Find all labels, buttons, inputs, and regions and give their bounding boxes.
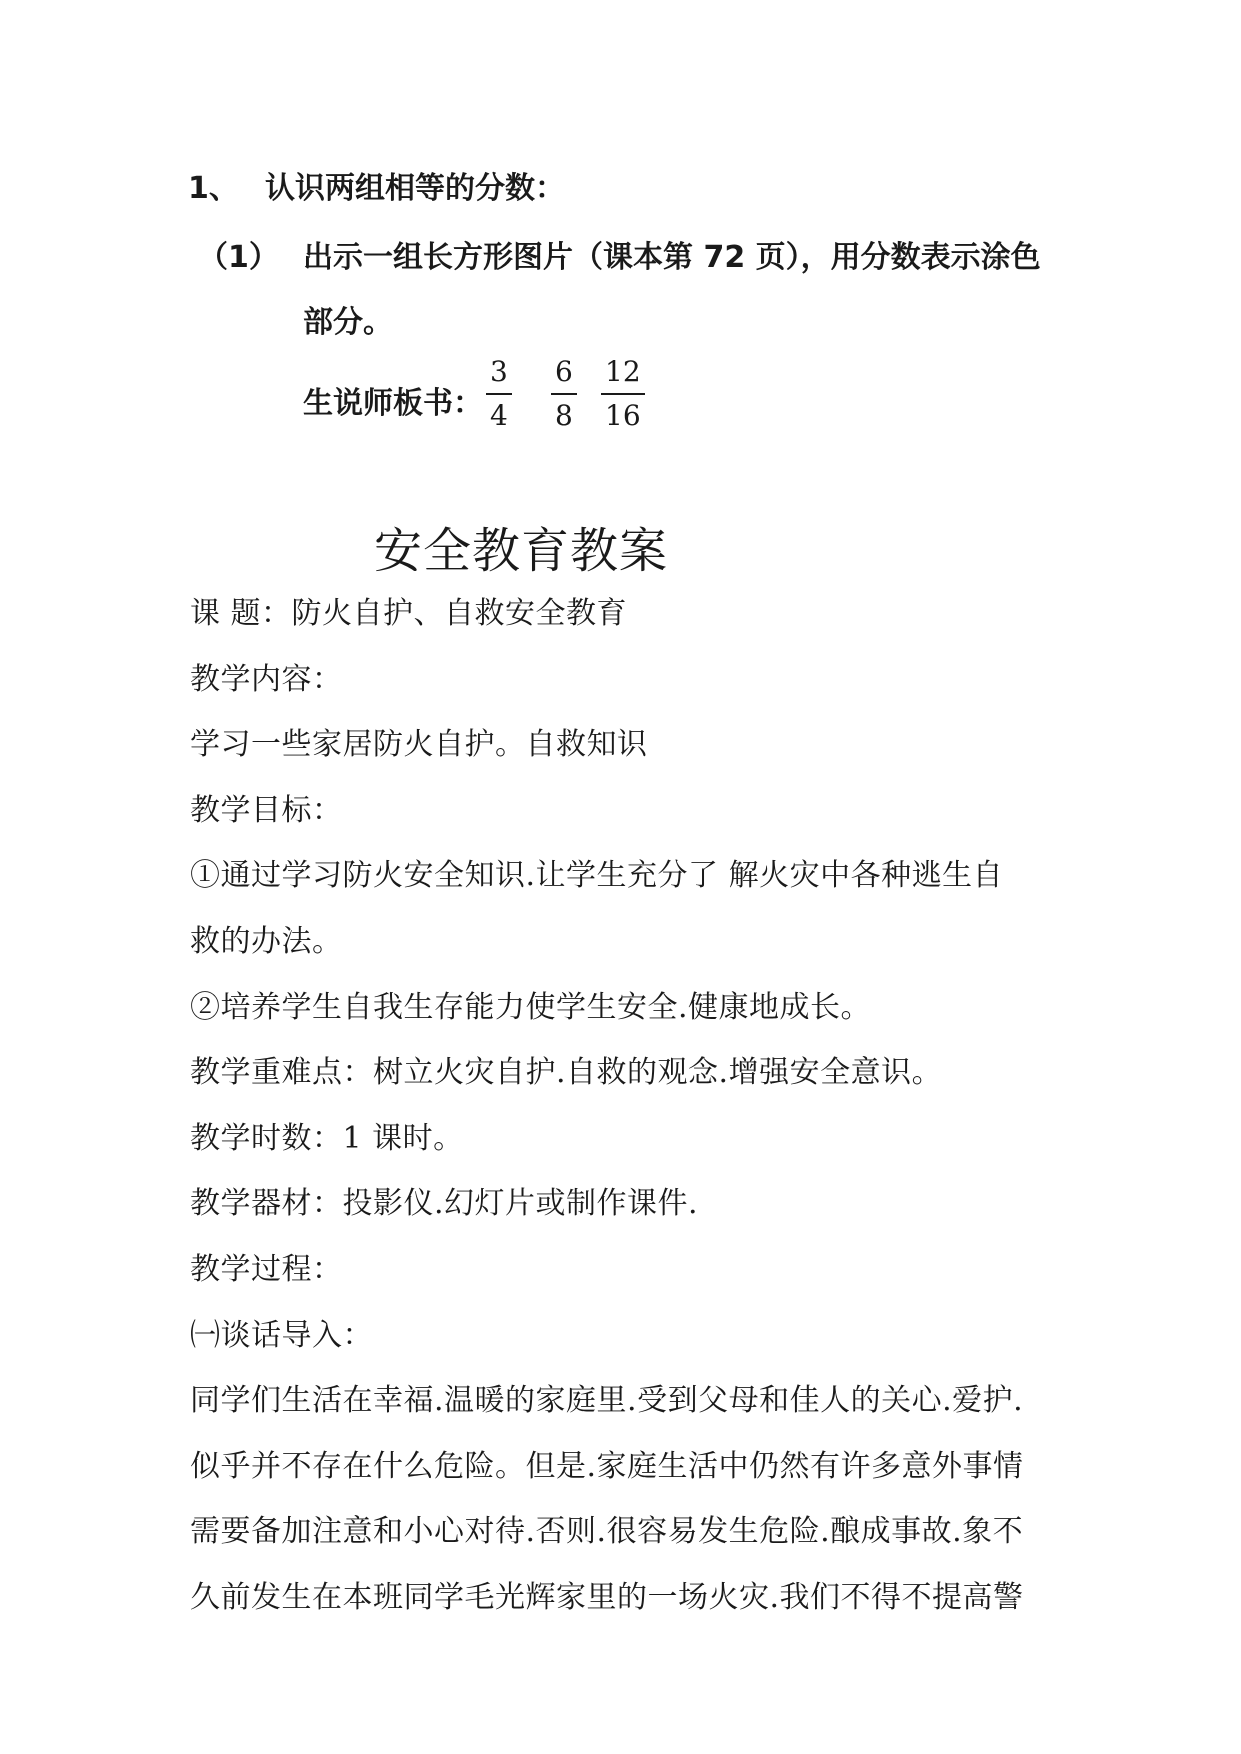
lesson-line-para-1: 同学们生活在幸福.温暖的家庭里.受到父母和佳人的关心.爱护. <box>190 1383 1024 1418</box>
fraction-denominator: 8 <box>555 399 573 432</box>
fraction-bar <box>551 393 577 395</box>
section-heading: 认识两组相等的分数： <box>265 171 565 206</box>
board-label: 生说师板书： <box>303 386 483 421</box>
lesson-line-goal-1a: ①通过学习防火安全知识.让学生充分了 解火灾中各种逃生自 <box>190 858 1004 893</box>
fraction-numerator: 3 <box>490 355 508 388</box>
subsection-text-line-2: 部分。 <box>303 305 393 340</box>
fraction-bar <box>486 393 512 395</box>
lesson-line-hours: 教学时数：1 课时。 <box>190 1121 464 1156</box>
fraction-3-4 <box>486 355 512 433</box>
section-number: 1、 <box>188 171 239 206</box>
lesson-line-process-label: 教学过程： <box>190 1252 343 1287</box>
fraction-12-16 <box>601 355 645 433</box>
fraction-numerator: 12 <box>605 355 641 388</box>
fraction-6-8 <box>551 355 577 433</box>
lesson-line-goals-label: 教学目标： <box>190 793 343 828</box>
lesson-line-topic: 课 题：防火自护、自救安全教育 <box>190 596 628 631</box>
lesson-line-content: 学习一些家居防火自护。自救知识 <box>190 727 648 762</box>
lesson-title: 安全教育教案 <box>374 523 669 579</box>
lesson-line-goal-2: ②培养学生自我生存能力使学生安全.健康地成长。 <box>190 990 872 1025</box>
lesson-line-key-points: 教学重难点：树立火灾自护.自救的观念.增强安全意识。 <box>190 1055 943 1090</box>
fraction-denominator: 16 <box>605 399 641 432</box>
subsection-number: （1） <box>198 240 279 275</box>
lesson-line-para-4: 久前发生在本班同学毛光辉家里的一场火灾.我们不得不提高警 <box>190 1580 1024 1615</box>
fraction-denominator: 4 <box>490 399 508 432</box>
fraction-bar <box>601 393 645 395</box>
subsection-text-line-1: 出示一组长方形图片（课本第 72 页），用分数表示涂色 <box>303 240 1041 275</box>
lesson-line-content-label: 教学内容： <box>190 662 343 697</box>
fraction-numerator: 6 <box>555 355 573 388</box>
lesson-line-para-2: 似乎并不存在什么危险。但是.家庭生活中仍然有许多意外事情 <box>190 1449 1024 1484</box>
lesson-line-intro-label: ㈠谈话导入： <box>190 1318 373 1353</box>
lesson-line-para-3: 需要备加注意和小心对待.否则.很容易发生危险.酿成事故.象不 <box>190 1514 1024 1549</box>
lesson-line-equipment: 教学器材：投影仪.幻灯片或制作课件. <box>190 1186 699 1221</box>
lesson-line-goal-1b: 救的办法。 <box>190 924 343 959</box>
